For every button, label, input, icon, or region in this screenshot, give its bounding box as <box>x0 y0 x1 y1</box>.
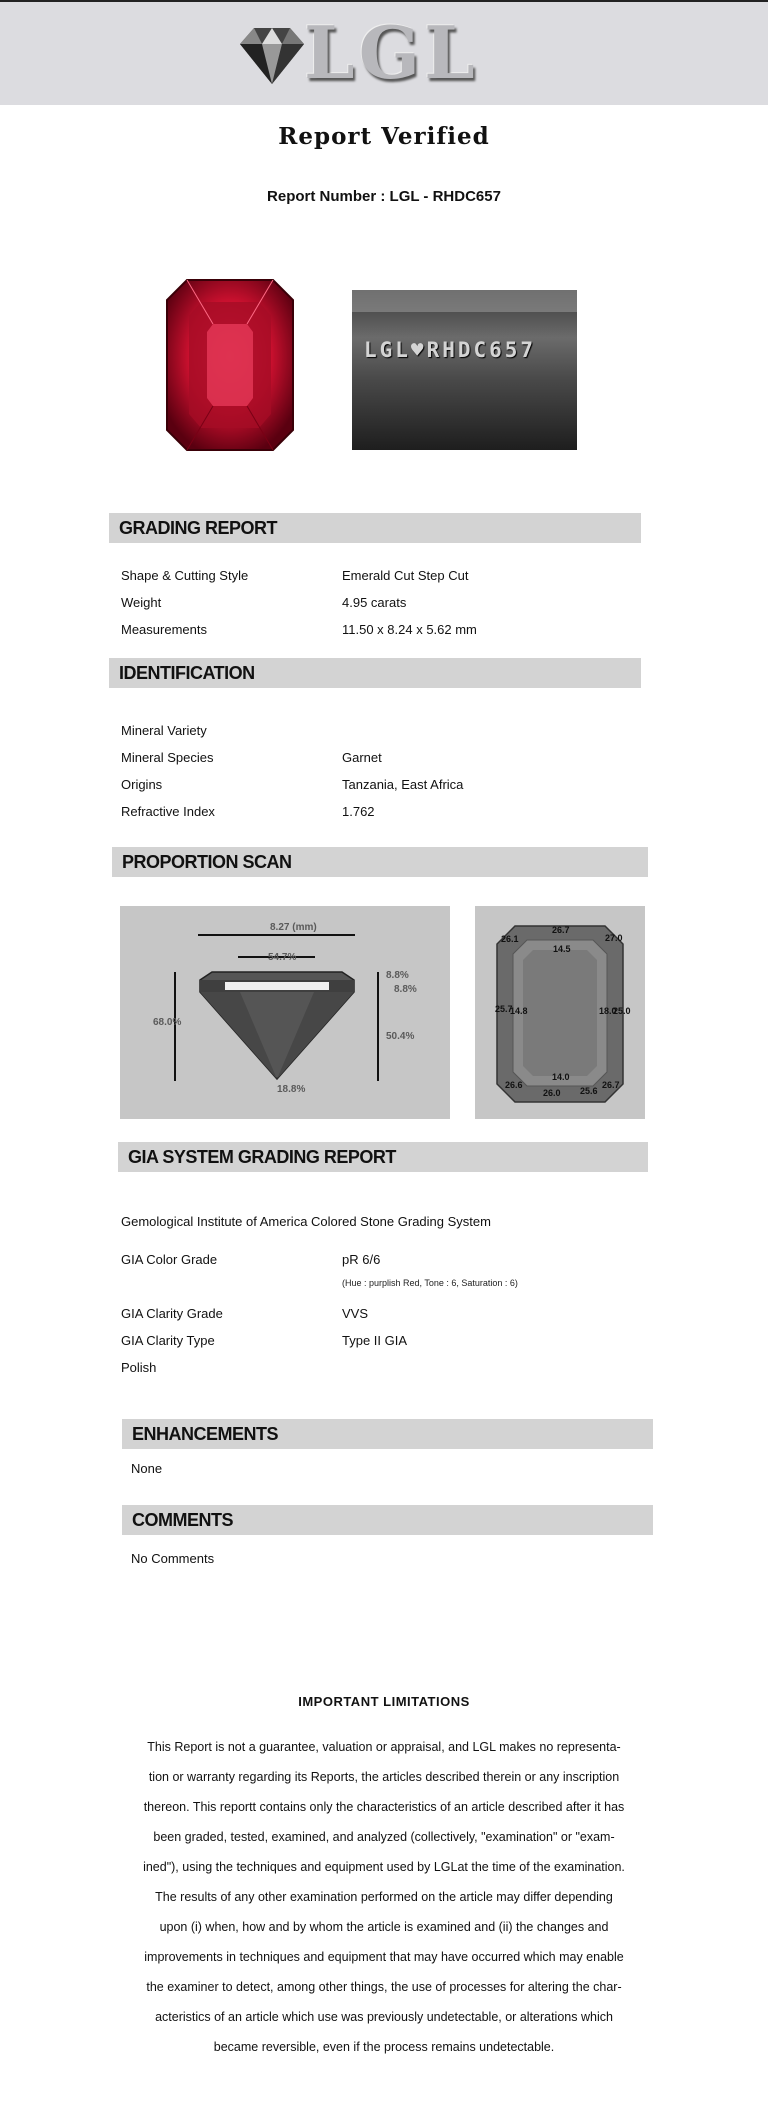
limitations-line: tion or warranty regarding its Reports, the articles described therein or any inscription <box>148 1770 620 1784</box>
top-label-tr: 27.0 <box>605 933 623 943</box>
refractive-index-value: 1.762 <box>342 804 375 819</box>
limitations-text <box>118 1732 650 2062</box>
shape-value: Emerald Cut Step Cut <box>342 568 469 583</box>
profile-table-label: 54.7% <box>268 952 297 963</box>
profile-culet-label: 18.8% <box>277 1084 306 1095</box>
top-label-ml2: 14.8 <box>510 1006 528 1016</box>
limitations-heading: IMPORTANT LIMITATIONS <box>298 1694 470 1709</box>
measurements-value: 11.50 x 8.24 x 5.62 mm <box>342 622 477 637</box>
gia-clarity-value: VVS <box>342 1306 369 1321</box>
gia-color-label: GIA Color Grade <box>121 1252 218 1267</box>
measurements-label: Measurements <box>121 622 207 637</box>
identification-heading: IDENTIFICATION <box>109 658 641 688</box>
gemstone-photo <box>135 272 325 458</box>
top-label-bc2: 26.0 <box>543 1088 561 1098</box>
page-title: Report Verified <box>278 123 490 150</box>
enhancements-heading: ENHANCEMENTS <box>122 1419 653 1449</box>
grading-report-heading: GRADING REPORT <box>109 513 641 543</box>
limitations-line: ined"), using the techniques and equipment used by LGLat the time of the examination. <box>143 1860 625 1874</box>
inscription-text: LGL♥RHDC657 <box>364 338 537 362</box>
limitations-line: been graded, tested, examined, and analyzed (collectively, "examination" or "exam- <box>153 1830 615 1844</box>
comments-heading: COMMENTS <box>122 1505 653 1535</box>
top-label-tc2: 14.5 <box>553 944 571 954</box>
mineral-variety-label: Mineral Variety <box>121 723 207 738</box>
profile-scan-diagram <box>120 906 450 1119</box>
gia-system-name: Gemological Institute of America Colored Stone Grading System <box>121 1214 491 1229</box>
top-label-mr2: 25.0 <box>613 1006 631 1016</box>
limitations-line: This Report is not a guarantee, valuation or appraisal, and LGL makes no representa- <box>147 1740 621 1754</box>
top-label-ml: 25.7 <box>495 1004 513 1014</box>
header-banner <box>0 0 768 105</box>
gia-heading: GIA SYSTEM GRADING REPORT <box>118 1142 648 1172</box>
origins-value: Tanzania, East Africa <box>342 777 464 792</box>
proportion-scan-heading: PROPORTION SCAN <box>112 847 648 877</box>
gia-clarity-type-label: GIA Clarity Type <box>121 1333 215 1348</box>
top-label-tc: 26.7 <box>552 925 570 935</box>
gia-clarity-label: GIA Clarity Grade <box>121 1306 223 1321</box>
gia-clarity-type-value: Type II GIA <box>342 1333 408 1348</box>
limitations-line: improvements in techniques and equipment that may have occurred which may enable <box>144 1950 624 1964</box>
top-label-mr: 18.0 <box>599 1006 617 1016</box>
refractive-index-label: Refractive Index <box>121 804 215 819</box>
limitations-line: thereon. This reportt contains only the characteristics of an article described after it has <box>143 1800 625 1814</box>
weight-label: Weight <box>121 595 162 610</box>
laser-inscription-photo <box>352 290 577 450</box>
origins-label: Origins <box>121 777 163 792</box>
polish-label: Polish <box>121 1360 157 1375</box>
diamond-logo-icon <box>232 22 312 92</box>
limitations-line: acteristics of an article which use was previously undetectable, or alterations which <box>155 2010 613 2024</box>
top-label-tl: 26.1 <box>501 934 519 944</box>
logo-text: LGL <box>304 10 479 95</box>
enhancements-value: None <box>131 1461 163 1476</box>
weight-value: 4.95 carats <box>342 595 407 610</box>
gia-color-value: pR 6/6 <box>342 1252 381 1267</box>
top-view-scan-diagram <box>475 906 645 1119</box>
lgl-logo[interactable] <box>232 10 492 95</box>
top-label-br: 26.7 <box>602 1080 620 1090</box>
limitations-line: became reversible, even if the process remains undetectable. <box>213 2040 555 2054</box>
profile-pavilion-label: 50.4% <box>386 1031 415 1042</box>
profile-crown-a-label: 8.8% <box>386 970 409 981</box>
gia-color-note: (Hue : purplish Red, Tone : 6, Saturation : 6) <box>342 1278 518 1288</box>
profile-crown-b-label: 8.8% <box>394 984 417 995</box>
shape-label: Shape & Cutting Style <box>121 568 249 583</box>
limitations-line: upon (i) when, how and by whom the article is examined and (ii) the changes and <box>159 1920 609 1934</box>
profile-depth-label: 68.0% <box>153 1017 182 1028</box>
limitations-line: the examiner to detect, among other things, the use of processes for altering the char- <box>146 1980 622 1994</box>
profile-width-label: 8.27 (mm) <box>270 922 317 933</box>
top-label-bc: 14.0 <box>552 1072 570 1082</box>
report-number: Report Number : LGL - RHDC657 <box>267 188 501 205</box>
top-label-br2: 25.6 <box>580 1086 598 1096</box>
mineral-species-label: Mineral Species <box>121 750 214 765</box>
comments-value: No Comments <box>131 1551 215 1566</box>
mineral-species-value: Garnet <box>342 750 382 765</box>
top-label-bl: 26.6 <box>505 1080 523 1090</box>
limitations-line: The results of any other examination performed on the article may differ depending <box>155 1890 613 1904</box>
